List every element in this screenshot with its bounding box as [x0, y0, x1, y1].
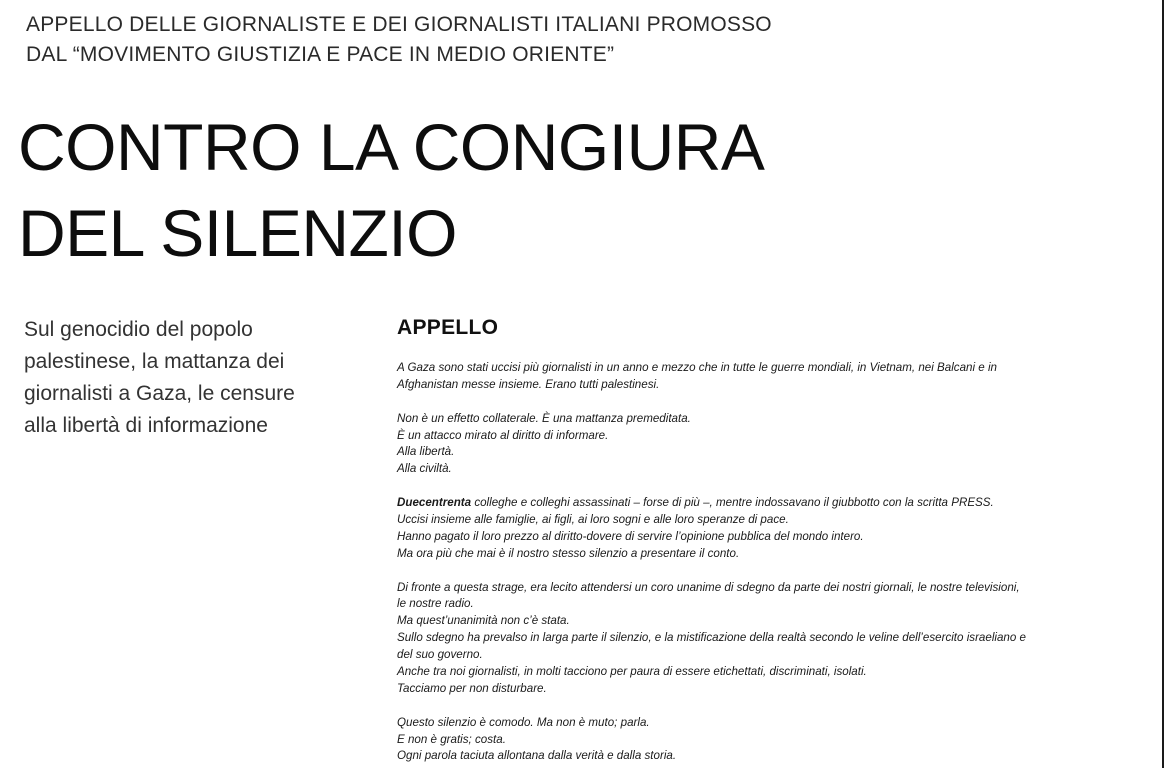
kicker	[26, 10, 1126, 70]
appeal-heading: APPELLO	[397, 316, 499, 339]
body-line-rest: colleghe e colleghi assassinati – forse di più –, mentre indossavano il giubbotto con la scritta PRESS.	[471, 496, 994, 510]
body-line: E non è gratis; costa.	[397, 732, 506, 746]
body-line: Afghanistan messe insieme. Erano tutti palestinesi.	[397, 377, 660, 391]
title-line: CONTRO LA CONGIURA	[18, 110, 765, 184]
kicker-line: DAL “MOVIMENTO GIUSTIZIA E PACE IN MEDIO ORIENTE”	[26, 43, 615, 66]
body-line	[397, 495, 1137, 512]
subtitle-line: Sul genocidio del popolo	[24, 318, 253, 341]
paragraph-gap	[397, 563, 1137, 580]
body-line: Alla libertà.	[397, 445, 455, 459]
paragraph-gap	[397, 394, 1137, 411]
subtitle-line: palestinese, la mattanza dei	[24, 350, 285, 373]
subtitle-line: alla libertà di informazione	[24, 414, 268, 437]
body-line: le nostre radio.	[397, 597, 474, 611]
body-line: A Gaza sono stati uccisi più giornalisti in un anno e mezzo che in tutte le guerre mondiali, in Vietnam, nei Balcani e in	[397, 361, 997, 374]
body-line: Ma ora più che mai è il nostro stesso silenzio a presentare il conto.	[397, 546, 740, 560]
body-line: È un attacco mirato al diritto di informare.	[397, 428, 609, 442]
body-line: Anche tra noi giornalisti, in molti tacciono per paura di essere etichettati, discriminati, isolati.	[397, 665, 867, 679]
body-line: Uccisi insieme alle famiglie, ai figli, ai loro sogni e alle loro speranze di pace.	[397, 513, 789, 527]
body-line: Ogni parola taciuta allontana dalla verità e dalla storia.	[397, 749, 677, 763]
body-line: Non è un effetto collaterale. È una mattanza premeditata.	[397, 411, 691, 425]
body-line: Sullo sdegno ha prevalso in larga parte il silenzio, e la mistificazione della realtà secondo le veline dell’esercito israeliano e	[397, 631, 1026, 645]
body-line: Alla civiltà.	[397, 462, 452, 476]
paragraph-gap	[397, 698, 1137, 715]
appeal-body	[397, 360, 1137, 765]
body-line: Tacciamo per non disturbare.	[397, 681, 547, 695]
subtitle-line: giornalisti a Gaza, le censure	[24, 382, 295, 405]
page-title	[18, 104, 1118, 276]
subtitle	[24, 314, 364, 442]
body-line: del suo governo.	[397, 648, 483, 662]
title-line: DEL SILENZIO	[18, 196, 458, 270]
emphasis-count: Duecentrenta	[397, 496, 472, 510]
body-line: Ma quest’unanimità non c’è stata.	[397, 614, 570, 628]
body-line: Di fronte a questa strage, era lecito attendersi un coro unanime di sdegno da parte dei nostri giornali, le nostre televisioni,	[397, 580, 1020, 594]
paragraph-gap	[397, 478, 1137, 495]
page-border-right	[1162, 0, 1164, 768]
kicker-line: APPELLO DELLE GIORNALISTE E DEI GIORNALISTI ITALIANI PROMOSSO	[26, 13, 772, 36]
body-line: Questo silenzio è comodo. Ma non è muto; parla.	[397, 715, 650, 729]
body-line: Hanno pagato il loro prezzo al diritto-dovere di servire l’opinione pubblica del mondo intero.	[397, 529, 864, 543]
